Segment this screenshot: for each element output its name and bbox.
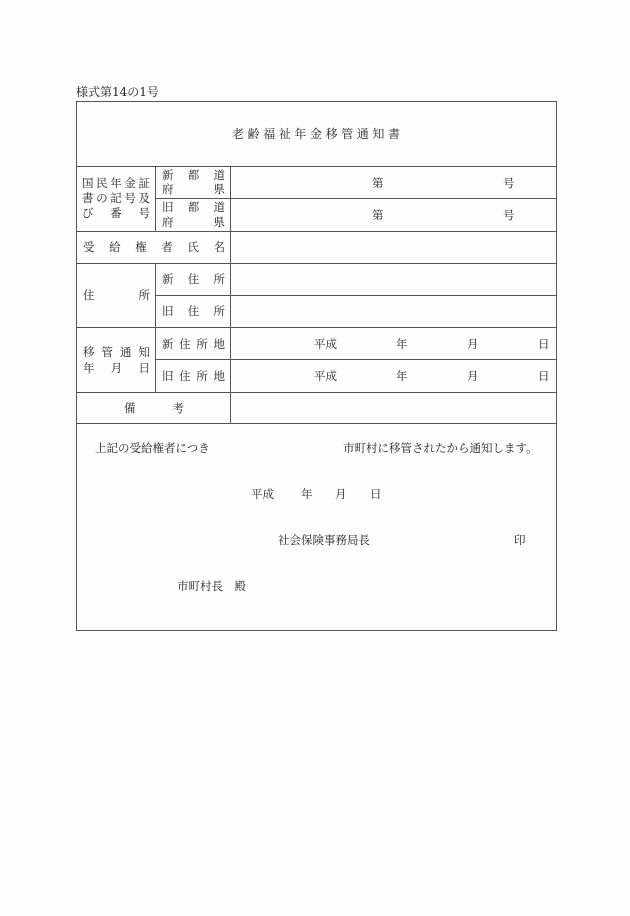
old-date-day: 日 bbox=[538, 369, 550, 383]
transfer-date-label: 年月日 bbox=[83, 361, 150, 375]
seal-mark: 印 bbox=[514, 533, 526, 547]
old-cert-gou: 号 bbox=[503, 208, 515, 222]
old-prefecture-label: 府県 bbox=[162, 215, 225, 229]
new-date-year: 年 bbox=[396, 337, 408, 351]
new-date-month: 月 bbox=[467, 337, 479, 351]
table-rule bbox=[76, 166, 556, 167]
new-cert-dai: 第 bbox=[372, 176, 384, 190]
notice-date-day: 日 bbox=[370, 487, 382, 501]
notice-date-year: 年 bbox=[301, 487, 313, 501]
table-rule bbox=[155, 263, 156, 392]
notice-date-month: 月 bbox=[335, 487, 347, 501]
certificate-label-line: び 番 号 bbox=[82, 206, 150, 220]
new-prefecture-label: 府県 bbox=[162, 182, 225, 196]
old-date-month: 月 bbox=[467, 369, 479, 383]
transfer-date-label: 移管通知 bbox=[83, 345, 150, 359]
remarks-field[interactable] bbox=[231, 393, 555, 423]
new-date-day: 日 bbox=[538, 337, 550, 351]
remarks-label: 備考 bbox=[124, 401, 184, 415]
notice-text-before: 上記の受給権者につき bbox=[95, 441, 210, 455]
new-location-label: 新住所地 bbox=[162, 337, 225, 351]
certificate-label-line: 国民年金証 bbox=[82, 176, 150, 190]
form-title: 老齢福祉年金移管通知書 bbox=[232, 127, 400, 141]
new-address-field[interactable] bbox=[231, 264, 555, 295]
notice-text-after: 市町村に移管されたから通知します。 bbox=[343, 441, 538, 455]
old-address-label: 旧住所 bbox=[162, 304, 225, 318]
address-label: 住所 bbox=[83, 288, 150, 302]
new-prefecture-label: 新都道 bbox=[162, 168, 225, 182]
new-address-label: 新住所 bbox=[162, 272, 225, 286]
old-address-field[interactable] bbox=[231, 296, 555, 327]
notice-date-era: 平成 bbox=[251, 487, 274, 501]
new-cert-gou: 号 bbox=[503, 176, 515, 190]
addressee: 市町村長 殿 bbox=[177, 579, 246, 593]
issuer-title: 社会保険事務局長 bbox=[278, 533, 370, 547]
old-date-era: 平成 bbox=[314, 369, 337, 383]
table-rule bbox=[76, 327, 556, 328]
table-rule bbox=[76, 423, 556, 424]
old-date-year: 年 bbox=[396, 369, 408, 383]
old-cert-dai: 第 bbox=[372, 208, 384, 222]
recipient-name-field[interactable] bbox=[231, 232, 555, 263]
old-location-label: 旧住所地 bbox=[162, 369, 225, 383]
table-rule bbox=[155, 166, 156, 231]
table-rule bbox=[155, 359, 556, 360]
old-prefecture-label: 旧都道 bbox=[162, 200, 225, 214]
new-date-era: 平成 bbox=[314, 337, 337, 351]
table-rule bbox=[155, 198, 556, 199]
recipient-name-label: 受給権者氏名 bbox=[83, 240, 225, 254]
certificate-label-line: 書の記号及 bbox=[82, 191, 150, 205]
form-number: 様式第14の1号 bbox=[76, 85, 159, 99]
